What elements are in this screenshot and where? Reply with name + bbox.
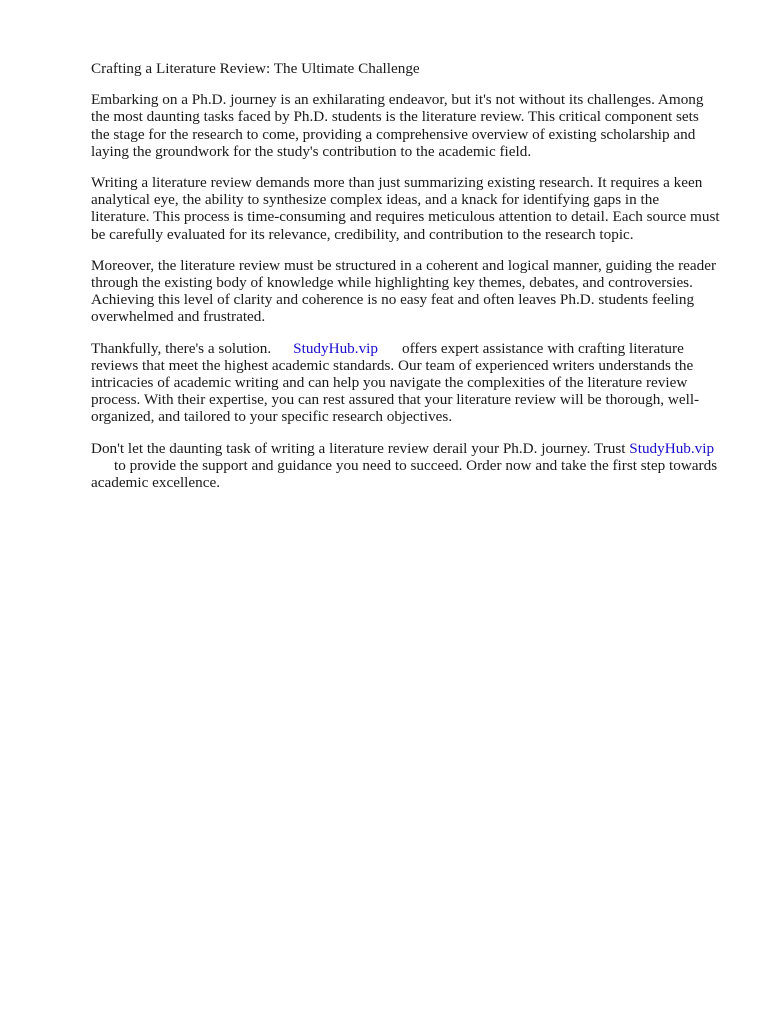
paragraph-intro: Embarking on a Ph.D. journey is an exhilarating endeavor, but it's not without its challenges. Among the most daunting tasks faced by Ph.D. students is the literature review. This critical component sets the stage for the research to come, providing a comprehensive overview of existing scholarship and laying the groundwork for the study's contribution to the academic field.: [91, 91, 704, 160]
document-page: [91, 60, 721, 505]
solution-text-before: Thankfully, there's a solution.: [91, 339, 272, 357]
paragraph-closing: [91, 440, 721, 492]
studyhub-link[interactable]: StudyHub.vip: [293, 339, 378, 357]
paragraph-solution: [91, 340, 721, 426]
paragraph-structure: Moreover, the literature review must be structured in a coherent and logical manner, guiding the reader through the existing body of knowledge while highlighting key themes, debates, and controversies. Achieving this level of clarity and coherence is no easy feat and often leaves Ph.D. students feeling overwhelmed and frustrated.: [91, 256, 717, 326]
studyhub-link-closing[interactable]: StudyHub.vip: [629, 439, 715, 457]
solution-text-after: offers expert assistance with crafting literature reviews that meet the highest academic standards. Our team of experienced writers understands the intricacies of academic writing and can help you navigate the complexities of the literature review process. With their expertise, you can rest assured that your literature review will be thorough, well-organized, and tailored to your specific research objectives.: [91, 339, 700, 426]
document-title: Crafting a Literature Review: The Ultimate Challenge: [91, 60, 420, 77]
closing-text-before: Don't let the daunting task of writing a literature review derail your Ph.D. journey. Trust: [91, 439, 626, 457]
closing-text-after: to provide the support and guidance you need to succeed. Order now and take the first step towards academic excellence.: [91, 456, 718, 492]
paragraph-demands: Writing a literature review demands more than just summarizing existing research. It requires a keen analytical eye, the ability to synthesize complex ideas, and a knack for identifying gaps in the literature. This process is time-consuming and requires meticulous attention to detail. Each source must be carefully evaluated for its relevance, credibility, and contribution to the research topic.: [91, 174, 720, 243]
